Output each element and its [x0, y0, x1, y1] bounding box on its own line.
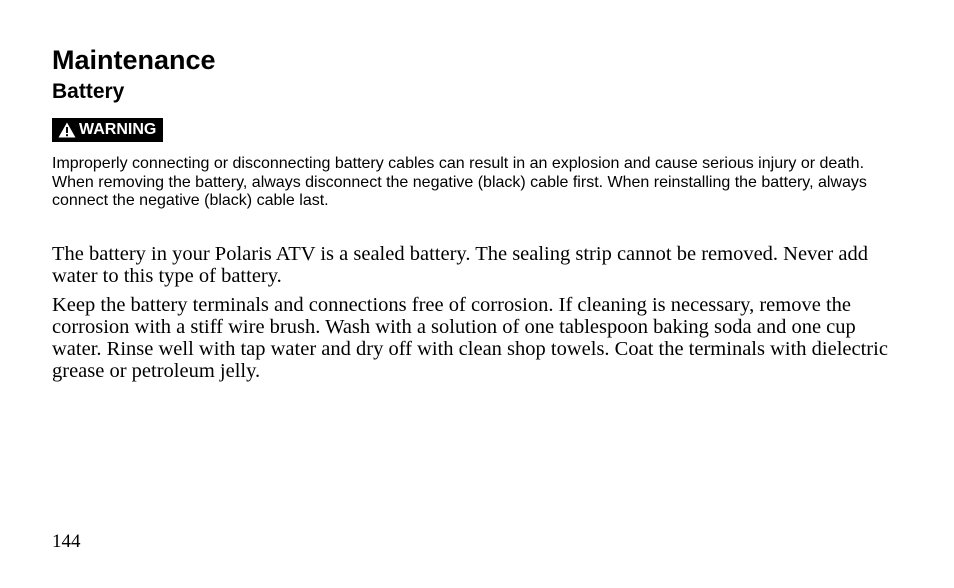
page-number: 144 [52, 531, 81, 552]
warning-badge [52, 118, 163, 142]
manual-page [52, 0, 902, 588]
section-title: Maintenance [52, 45, 216, 75]
warning-text: Improperly connecting or disconnecting battery cables can result in an explosion and cause serious injury or death. When removing the battery, always disconnect the negative (black) cable first. When reinstalling the battery, always connect the negative (black) cable last. [52, 155, 867, 209]
body-paragraph: Keep the battery terminals and connections free of corrosion. If cleaning is necessary, remove the corrosion with a stiff wire brush. Wash with a solution of one tablespoon baking soda and one cup water. Rinse well with tap water and dry off with clean shop towels. Coat the terminals with dielectric grease or petroleum jelly. [52, 294, 888, 382]
warning-label: WARNING [79, 121, 157, 138]
warning-triangle-icon [58, 122, 76, 138]
body-paragraph: The battery in your Polaris ATV is a sealed battery. The sealing strip cannot be removed. Never add water to this type of battery. [52, 243, 868, 287]
subsection-title: Battery [52, 80, 125, 103]
